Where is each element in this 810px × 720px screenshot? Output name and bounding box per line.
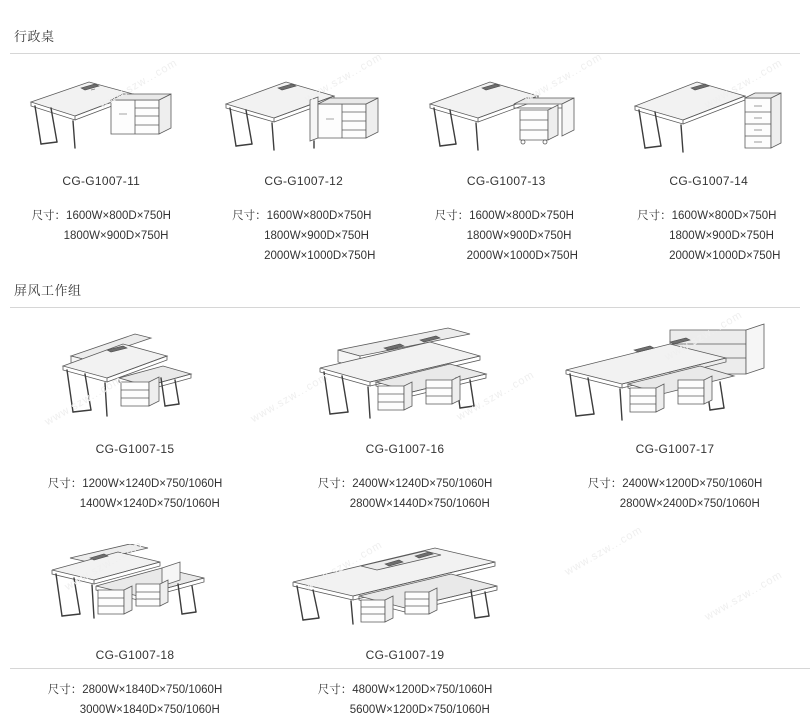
product-dimensions — [318, 680, 493, 720]
product-code: CG-G1007-16 — [366, 442, 445, 456]
product-code: CG-G1007-19 — [366, 648, 445, 662]
watermark-text: www.szw...com — [455, 369, 537, 423]
dimension-line: 5600W×1200D×750/1060H — [318, 700, 493, 720]
product-code: CG-G1007-12 — [264, 174, 343, 188]
dimension-line: 2800W×1440D×750/1060H — [318, 494, 493, 514]
watermark-text: www.szw...com — [523, 51, 605, 105]
product-code: CG-G1007-17 — [636, 442, 715, 456]
watermark-text: www.szw...com — [703, 569, 785, 623]
watermark-text: www.szw...com — [43, 374, 125, 428]
dimension-line: 尺寸：2800W×1840D×750/1060H — [48, 680, 223, 700]
product-code: CG-G1007-11 — [62, 174, 140, 188]
dimension-line: 2800W×2400D×750/1060H — [588, 494, 763, 514]
dimension-line: 1800W×900D×750H — [32, 226, 171, 246]
watermark-text: www.szw...com — [98, 57, 180, 111]
dimension-line: 尺寸：2400W×1200D×750/1060H — [588, 474, 763, 494]
dimension-line: 尺寸：1600W×800D×750H — [637, 206, 780, 226]
dimension-line: 1800W×900D×750H — [435, 226, 578, 246]
product-code: CG-G1007-18 — [96, 648, 175, 662]
watermark-text: www.szw...com — [249, 371, 331, 425]
dimension-line: 1800W×900D×750H — [637, 226, 780, 246]
dimension-line: 尺寸：1600W×800D×750H — [32, 206, 171, 226]
dimension-line: 尺寸：1200W×1240D×750/1060H — [48, 474, 223, 494]
watermark-text: www.szw...com — [63, 539, 145, 593]
dimension-line: 尺寸：4800W×1200D×750/1060H — [318, 680, 493, 700]
dimension-line: 尺寸：1600W×800D×750H — [232, 206, 375, 226]
watermark-text: www.szw...com — [303, 51, 385, 105]
product-code: CG-G1007-13 — [467, 174, 546, 188]
watermark-text: www.szw...com — [663, 309, 745, 363]
watermark-text: www.szw...com — [303, 539, 385, 593]
dimension-line: 1800W×900D×750H — [232, 226, 375, 246]
section-title: 屏风工作组 — [0, 280, 810, 307]
dimension-line: 1400W×1240D×750/1060H — [48, 494, 223, 514]
dimension-line: 2000W×1000D×750H — [637, 246, 780, 266]
dimension-line: 2000W×1000D×750H — [232, 246, 375, 266]
watermark-text: www.szw...com — [703, 57, 785, 111]
product-code: CG-G1007-14 — [669, 174, 748, 188]
watermark-text: www.szw...com — [563, 524, 645, 578]
dimension-line: 2000W×1000D×750H — [435, 246, 578, 266]
dimension-line: 尺寸：1600W×800D×750H — [435, 206, 578, 226]
dimension-line: 3000W×1840D×750/1060H — [48, 700, 223, 720]
product-dimensions — [48, 680, 223, 720]
section-title: 行政桌 — [0, 26, 810, 53]
product-code: CG-G1007-15 — [96, 442, 175, 456]
dimension-line: 尺寸：2400W×1240D×750/1060H — [318, 474, 493, 494]
